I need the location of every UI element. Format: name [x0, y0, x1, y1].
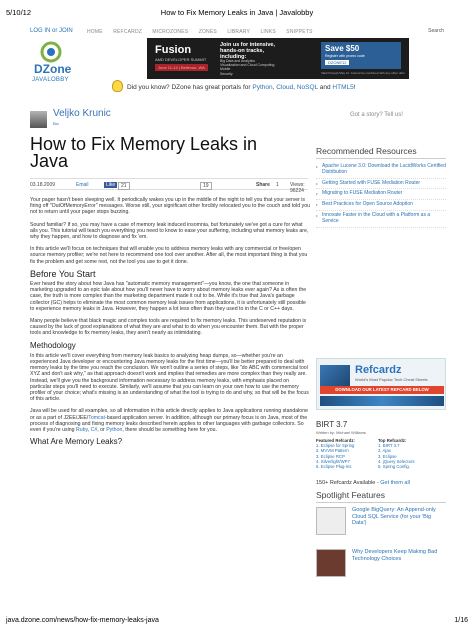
logo-sub: JAVALOBBY: [32, 77, 69, 83]
section-title: Recommended Resources: [316, 146, 446, 159]
tomcat-link[interactable]: Tomcat: [88, 414, 105, 421]
birt-author: Written by: Michael Williams: [316, 430, 366, 435]
ad-bullet: Security: [220, 71, 233, 76]
avatar[interactable]: [30, 111, 47, 128]
portals-notice: Did you know? DZone has great portals for Python, Cloud, NoSQL and HTML5!: [127, 84, 356, 91]
birt-refcard: [316, 420, 446, 486]
paragraph: In this article we'll cover everything from memory leak basics to analyzing heap dumps, so—whether you're an experienced Java developer or encountering Java memory leaks for the first time—you'll be better prepared to deal with memory leaks by the time you reach the conclusion. We won't outline a series of steps, like "do ABC with commercial tool XYZ and don't ask why," as that approach doesn't work and implies that remedies are more complex than they really are. Instead, we'll give you the background information necessary to address memory leaks, with emphasis placed on particular steps you'll need to execute. Similarly, we'll assume that you can learn on your own how to use the memory profiler of your choice; what's missing is an understanding of what the tool is trying to do and why, so that will be the focus of this article.: [30, 352, 309, 403]
portal-nosql-link[interactable]: NoSQL: [296, 84, 318, 91]
list-item[interactable]: ▸ Apache Lucene 3.0: Download the LucidWorks Certified Distribution: [316, 162, 446, 179]
ad-bullet: Visualization and Cloud Computing: [220, 63, 275, 68]
list-item[interactable]: 5. Spring Config.: [378, 464, 411, 470]
refcardz-download-button[interactable]: DOWNLOAD OUR LATEST REFCARD BELOW: [320, 386, 444, 394]
print-date: 5/10/12: [6, 8, 32, 17]
paragraph: Ever heard the story about how Java has "automatic memory management"—you know, the one that someone in marketing upgraded to an epic tale about how you'll never have to worry about memory leaks ever again? As is often the case, the truth is more complex than the marketing department made it out to be. While it's true that Java's garbage collector (GC) helps to eliminate the most common memory leak issues from applications, it is unfortunately still possible to experience memory leaks in Java. However, they happen a lot less often than they used to in the C or C++ days.: [30, 281, 307, 312]
paragraph: Sound familiar? If so, you may have a case of memory leak induced insomnia, but fortunately we've got a cure for what ails you. This tutorial will teach you everything you need to know to ease your suffering, including what memory leaks are, why they happen, and how to diagnose and fix 'em.: [30, 221, 309, 241]
lightbulb-icon: [112, 80, 123, 92]
page-title: How to Fix Memory Leaks in Java: [30, 134, 258, 171]
ad-save-box[interactable]: [321, 42, 401, 69]
list-item[interactable]: 2. Ajax: [378, 448, 391, 454]
portal-html5-link[interactable]: HTML5: [332, 84, 354, 91]
paragraph: Your pager hasn't been sleeping well. It periodically wakes you up in the middle of the night to tell you that your server is firing off "OutOfMemoryError" messages. Worse still, your significant other forcibly relocated you to the couch and told you not to return until your pager stops buzzing.: [30, 197, 310, 216]
like-button[interactable]: Like: [106, 182, 116, 188]
ad-bullet: Big Data and Analytics: [220, 59, 256, 63]
print-title: How to Fix Memory Leaks in Java | Javalobby: [160, 8, 314, 17]
email-button[interactable]: Email: [76, 182, 89, 188]
author-name[interactable]: Veljko Krunic: [53, 108, 111, 119]
list-item[interactable]: 4. jQuery Selectors: [378, 458, 415, 464]
fusion-ad-banner[interactable]: [147, 38, 409, 79]
page-url: java.dzone.com/news/how-fix-memory-leaks-java: [6, 617, 159, 624]
share-count: 1: [276, 182, 279, 188]
csharp-link[interactable]: C#: [90, 427, 98, 434]
ad-subtitle: AMD DEVELOPER SUMMIT: [155, 57, 207, 62]
search-link[interactable]: Search: [428, 28, 444, 34]
nav-microzones[interactable]: MICROZONES: [152, 29, 189, 35]
paragraph: In this article we'll focus on techniques that will enable you to address memory leaks with any commercial or free/open source memory profiler; we're not here to recommend one tool over another. After all, the most important thing is that you fix the problem and get some rest, not the tool you use to get it done.: [30, 246, 308, 265]
logo-mark-icon: [40, 41, 62, 63]
list-item[interactable]: [316, 507, 446, 545]
list-item[interactable]: 5. Eclipse Plug-ins: [316, 464, 352, 470]
ad-bullets: [220, 59, 274, 76]
portal-cloud-link[interactable]: Cloud: [276, 84, 294, 91]
ad-save: Save $50: [325, 44, 360, 53]
nav-zones[interactable]: ZONES: [198, 29, 217, 35]
paragraph: Java will be used for all examples, so all information in this article directly applies to Java applications running standalone or as a part of J2EE/JEE/Tomcat-based application server. In addition, although our primary focus is on Java, most of the process of diagnosing and fixing memory leaks described herein applies to other languages with garbage collectors. So even if you're using Ruby, C#, or Python, there should be something here for you.: [30, 408, 308, 434]
nav-home[interactable]: HOME: [87, 29, 103, 35]
get-all-link[interactable]: Get them all: [380, 480, 410, 486]
paragraph: Many people believe that black magic and complex tools are required to fix memory leaks. This undeserved reputation is caused by the lack of good explanations of what they are and what to do when you encounter them. But with the proper tools and knowledge to fix memory leaks, they aren't nearly as intimidating.: [30, 318, 307, 337]
tweet-count: 19: [200, 182, 212, 190]
recommended-resources: [316, 146, 446, 228]
author-bio-link[interactable]: Bio: [53, 121, 59, 126]
nav-links[interactable]: LINKS: [260, 29, 276, 35]
spotlight-link[interactable]: Google BigQuery: An Append-only Cloud SQL Service (for your 'Big Data'): [352, 507, 436, 526]
page-number: 1/16: [454, 617, 468, 624]
section-heading-methodology: Methodology: [30, 340, 76, 350]
nav-menu: [87, 29, 322, 35]
logo-brand: DZone: [34, 62, 72, 76]
share-button[interactable]: Share: [256, 182, 270, 188]
refcardz-promo[interactable]: [316, 358, 446, 410]
thumbnail: [316, 507, 346, 535]
list-item[interactable]: [316, 549, 446, 587]
list-item[interactable]: 2. MVVM Pattern: [316, 448, 349, 454]
thumbnail: [316, 549, 346, 577]
ad-bullet: Mobile: [220, 67, 231, 72]
spotlight-link[interactable]: Why Developers Keep Making Bad Technology Choices: [352, 549, 438, 562]
refcardz-ribbon: [320, 396, 444, 406]
featured-refcardz: Featured Refcardz: 1. Eclipse for Spring 2. MVVM Pattern 3. Eclipse RCP 4. Silverlight/WP7 5. Eclipse Plug-ins: [316, 438, 378, 469]
section-heading-what: What Are Memory Leaks?: [30, 437, 123, 447]
refcardz-count: 150+ Refcardz Available - Get them all: [316, 480, 410, 486]
nav-library[interactable]: LIBRARY: [227, 29, 251, 35]
list-item[interactable]: ▸ Innovate Faster in the Cloud with a Platform as a Service: [316, 211, 446, 228]
list-item[interactable]: ▸ Migrating to FUSE Mediation Router: [316, 189, 446, 200]
list-item[interactable]: 1. BIRT 3.7: [378, 443, 400, 449]
ad-join-text: Join us for intensive, hands-on tracks, including:: [220, 42, 276, 60]
section-heading-before: Before You Start: [30, 268, 96, 279]
ad-save-sub: Register with promo code: [325, 54, 365, 58]
got-story-link[interactable]: Got a story? Tell us!: [350, 112, 403, 118]
list-item[interactable]: 4. Silverlight/WP7: [316, 458, 350, 464]
list-item[interactable]: 1. Eclipse for Spring: [316, 443, 355, 449]
ad-fine-print: Valid through May 31. Cannot be combined with any other offer: [321, 71, 405, 75]
ad-title: Fusion: [155, 44, 192, 56]
dzone-logo[interactable]: [30, 40, 76, 88]
ad-promo: DZONE12: [325, 60, 349, 65]
article-body: [30, 197, 310, 450]
list-item[interactable]: 3. Eclipse: [378, 453, 397, 459]
list-item[interactable]: 3. Eclipse RCP: [316, 453, 345, 459]
portal-python-link[interactable]: Python: [252, 84, 273, 91]
nav-snippets[interactable]: SNIPPETS: [286, 29, 313, 35]
refcardz-sub: World's Most Popular Tech Cheat Sheets: [355, 377, 428, 382]
spotlight-features: [316, 490, 446, 587]
top-refcardz: Top Refcardz: 1. BIRT 3.7 2. Ajax 3. Eclipse 4. jQuery Selectors 5. Spring Config.: [378, 438, 440, 469]
login-link[interactable]: LOG IN or JOIN: [30, 28, 73, 34]
print-footer: [6, 617, 468, 627]
section-title: Spotlight Features: [316, 490, 446, 503]
print-header: [6, 8, 468, 20]
ruby-link[interactable]: Ruby: [75, 427, 88, 434]
article-date: 03.18.2009: [30, 182, 56, 188]
like-count: 21: [118, 182, 130, 190]
view-count: Views: 96224: [290, 182, 305, 194]
refcardz-name: Refcardz: [355, 364, 402, 376]
list-item[interactable]: ▸ Best Practices for Open Source Adoption: [316, 200, 446, 211]
top-navigation: [30, 28, 444, 38]
ad-date: June 11-14 | Bellevue, WA: [155, 64, 208, 71]
list-item[interactable]: ▸ Getting Started with FUSE Mediation Router: [316, 179, 446, 190]
nav-refcardz[interactable]: REFCARDZ: [113, 29, 143, 35]
python-link[interactable]: Python: [106, 427, 123, 434]
birt-title[interactable]: BIRT 3.7: [316, 420, 348, 429]
share-bar: [30, 178, 308, 194]
